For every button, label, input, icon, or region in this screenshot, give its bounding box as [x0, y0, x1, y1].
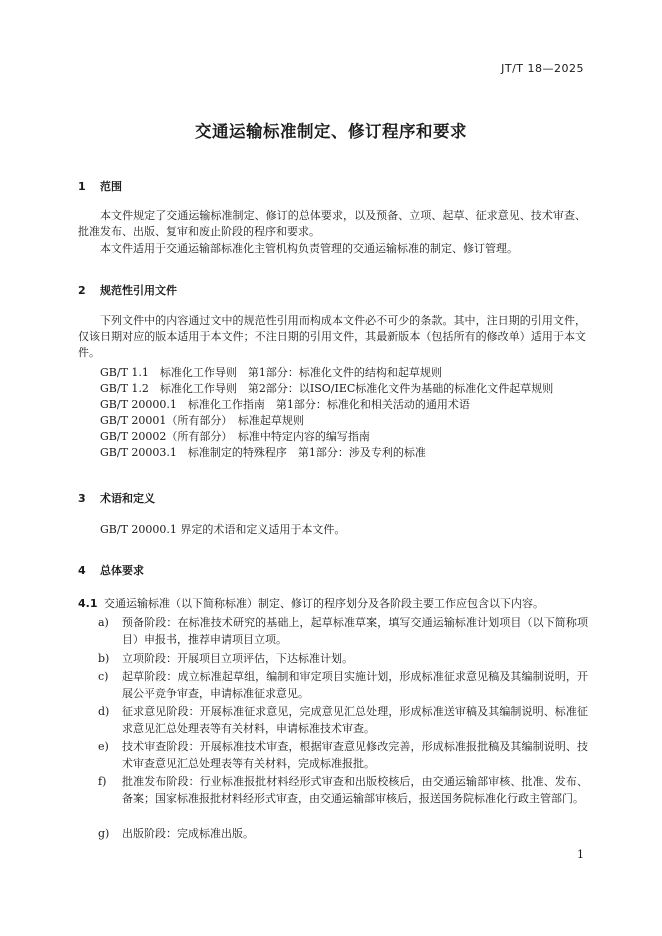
- list-item-f-marker: f): [98, 775, 107, 788]
- list-item-e-marker: e): [98, 740, 109, 753]
- list-item-e: [98, 738, 588, 772]
- clause-4-1: [78, 596, 544, 612]
- list-item-b-marker: b): [98, 652, 110, 665]
- list-item-d-text: 征求意见阶段：开展标准征求意见，完成意见汇总处理，形成标准送审稿及其编制说明、标准征求意见汇总处理表等有关材料，申请标准技术审查。: [122, 705, 588, 735]
- section-3-heading: [78, 490, 155, 506]
- list-item-a-text: 预备阶段：在标准技术研究的基础上，起草标准草案，填写交通运输标准计划项目（以下简称项目）申报书，推荐申请项目立项。: [122, 616, 588, 646]
- list-item-g-marker: g): [98, 827, 110, 840]
- section-3-title: 术语和定义: [100, 492, 155, 505]
- list-item-c-marker: c): [98, 670, 109, 683]
- list-item-f-text: 批准发布阶段：行业标准报批材料经形式审查和出版校核后，由交通运输部审核、批准、发布、备案；国家标准报批材料经形式审查，由交通运输部审核后，报送国务院标准化行政主管部门。: [122, 775, 588, 805]
- section-2-title: 规范性引用文件: [100, 284, 177, 297]
- list-item-c: [98, 668, 588, 702]
- list-item-a: [98, 614, 588, 648]
- normative-references-list: [100, 365, 553, 461]
- list-item-c-text: 起草阶段：成立标准起草组，编制和审定项目实施计划，形成标准征求意见稿及其编制说明，开展公平竞争审查，申请标准征求意见。: [122, 670, 588, 700]
- section-1-heading: [78, 178, 122, 194]
- list-item-g: [98, 825, 588, 842]
- list-item-d-marker: d): [98, 705, 110, 718]
- reference-item: GB/T 20003.1 标准制定的特殊程序 第1部分：涉及专利的标准: [100, 446, 426, 459]
- list-item-d: [98, 703, 588, 737]
- list-item-b-text: 立项阶段：开展项目立项评估，下达标准计划。: [122, 652, 353, 665]
- list-item-b: [98, 650, 588, 667]
- document-code: JT/T 18—2025: [501, 62, 584, 75]
- list-item-a-marker: a): [98, 616, 109, 629]
- section-2-intro: 下列文件中的内容通过文中的规范性引用而构成本文件必不可少的条款。其中，注日期的引用文件，仅该日期对应的版本适用于本文件；不注日期的引用文件，其最新版本（包括所有的修改单）适用于本文件。: [78, 314, 586, 359]
- section-2-number: 2: [78, 284, 86, 297]
- section-1-title: 范围: [100, 180, 122, 193]
- section-4-heading: [78, 562, 144, 578]
- page-number: 1: [577, 848, 584, 861]
- section-4-title: 总体要求: [100, 564, 144, 577]
- section-2-heading: [78, 282, 177, 298]
- list-item-f: [98, 773, 588, 807]
- section-4-number: 4: [78, 564, 86, 577]
- section-3-number: 3: [78, 492, 86, 505]
- section-3-paragraph: GB/T 20000.1 界定的术语和定义适用于本文件。: [100, 523, 346, 536]
- section-1-number: 1: [78, 180, 86, 193]
- section-1-paragraph-1: 本文件规定了交通运输标准制定、修订的总体要求，以及预备、立项、起草、征求意见、技术审查、批准发布、出版、复审和废止阶段的程序和要求。: [78, 209, 586, 238]
- reference-item: GB/T 1.1 标准化工作导则 第1部分：标准化文件的结构和起草规则: [100, 366, 442, 379]
- list-item-e-text: 技术审查阶段：开展标准技术审查，根据审查意见修改完善，形成标准报批稿及其编制说明、技术审查意见汇总处理表等有关材料，完成标准报批。: [122, 740, 588, 770]
- clause-4-1-text: 交通运输标准（以下简称标准）制定、修订的程序划分及各阶段主要工作应包含以下内容。: [104, 597, 544, 610]
- reference-item: GB/T 1.2 标准化工作导则 第2部分：以ISO/IEC标准化文件为基础的标准化文件起草规则: [100, 382, 554, 395]
- section-1-paragraph-2: 本文件适用于交通运输部标准化主管机构负责管理的交通运输标准的制定、修订管理。: [100, 242, 518, 255]
- reference-item: GB/T 20000.1 标准化工作指南 第1部分：标准化和相关活动的通用术语: [100, 398, 470, 411]
- reference-item: GB/T 20002（所有部分） 标准中特定内容的编写指南: [100, 430, 370, 443]
- reference-item: GB/T 20001（所有部分） 标准起草规则: [100, 414, 304, 427]
- list-item-g-text: 出版阶段：完成标准出版。: [122, 827, 254, 840]
- clause-4-1-number: 4.1: [78, 597, 98, 610]
- document-title: 交通运输标准制定、修订程序和要求: [195, 122, 467, 141]
